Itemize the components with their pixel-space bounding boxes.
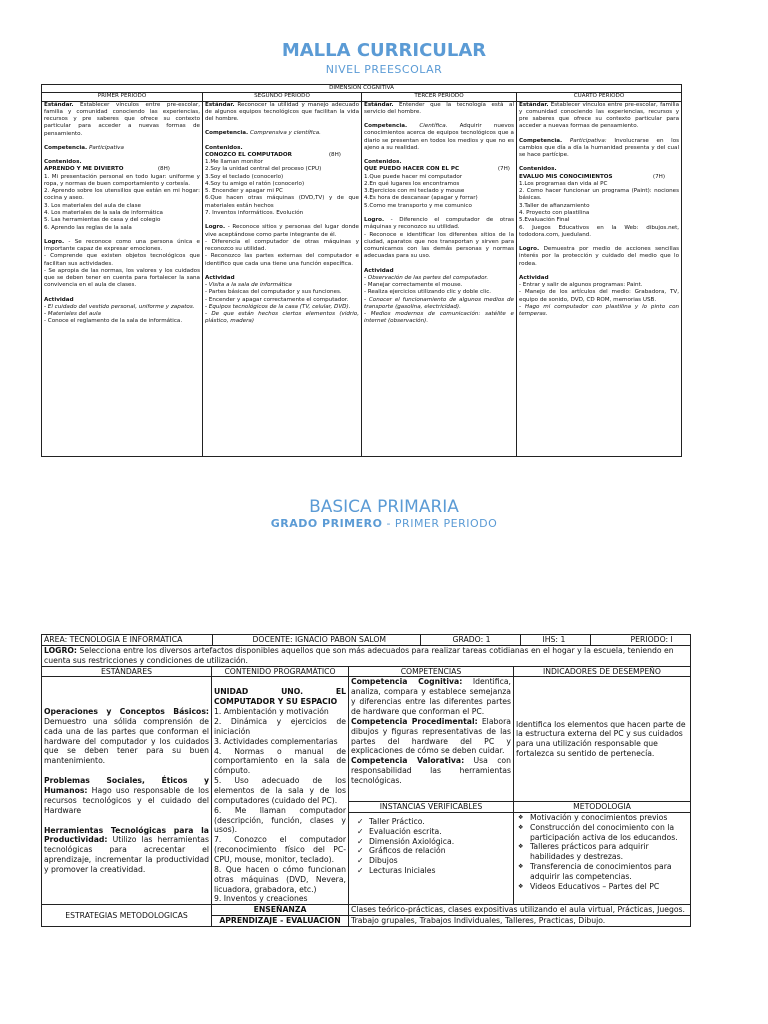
list-item: ❖ Videos Educativos – Partes del PC: [528, 882, 688, 892]
ensenanza-label: ENSEÑANZA: [212, 905, 349, 916]
header-contenido: CONTENIDO PROGRAMÁTICO: [212, 666, 349, 677]
dimension-header: DIMENSION COGNITIVA: [42, 85, 682, 93]
primaria-table: [41, 634, 691, 927]
header-estandares: ESTÁNDARES: [42, 666, 212, 677]
ensenanza-text: Clases teórico-prácticas, clases expositivas utilizando el aula virtual, Prácticas, Juegos.: [349, 905, 691, 916]
instancias-header: INSTANCIAS VERIFICABLES: [349, 802, 513, 813]
indicadores-cell: Identifica los elementos que hacen parte de la estructura externa del PC y sus cuidados para una utilización responsable que fortalezca su sentido de pertenecía.: [514, 677, 691, 802]
period-4-cell: Estándar. Establecer vínculos entre pre-escolar, familia y comunidad conociendo las experiencias, recursos y pre saberes que ofrece su contexto particular para acceder a nuevas formas de pensamiento. Competencia. Participativa: Involucrarse en los cambios que día a día la humanidad presenta y del cual se hace partícipe. Contenidos. EVALUO MIS CONOCIMIENTOS (7H) 1.Los programas dan vida al PC 2. Como hacer funcionar un programa (Paint): nociones básicas. 3.Taller de afianzamiento 4. Proyecto con plastilina 5.Evaluación Final 6. Juegos Educativos en la Web: dibujos.net, tododora.com, jueduland. Logro. Demuestra por medio de acciones sencillas interés por la protección y cuidado del medio que lo rodea. Actividad - Entrar y salir de algunos programas: Paint. - Manejo de los artículos del medio: Grabadora, TV, equipo de sonido, DVD, CD ROM, memorias USB. - Hago mi computador con plastilina y lo pinto con temperas.: [517, 101, 682, 456]
metodologia-list: [514, 813, 690, 892]
list-item: ✓ Gráficos de relación: [369, 846, 513, 856]
area-label: ÁREA: TECNOLOGIA E INFORMÁTICA: [42, 635, 212, 645]
list-item: ❖ Construcción del conocimiento con la participación activa de los educandos.: [528, 823, 688, 843]
instancias-list: [349, 817, 513, 876]
contenido-cell: UNIDAD UNO. EL COMPUTADOR Y SU ESPACIO 1. Ambientación y motivación 2. Dinámica y ejercicios de iniciación 3. Actividades complementarias 4. Normas o manual de comportamiento en la sala de cómputo. 5. Uso adecuado de los elementos de la sala y de los computadores (cuidado del PC). 6. Me llaman computador (descripción, función, clases y usos). 7. Conozco el computador (reconocimiento físico del PC-CPU, mouse, monitor, teclado). 8. Que hacen o cómo funcionan otras máquinas (DVD, Nevera, licuadora, grabadora, etc.) 9. Inventos y creaciones: [212, 677, 349, 905]
ihs-label: IHS: 1: [520, 635, 590, 645]
section-title: BASICA PRIMARIA: [309, 497, 459, 517]
page-title: MALLA CURRICULAR: [281, 40, 487, 61]
list-item: ✓ Lecturas Iniciales: [369, 866, 513, 876]
logro-row: LOGRO: Selecciona entre los diversos artefactos disponibles aquellos que son más adecuados para realizar tareas cotidianas en el hogar y la escuela, teniendo en cuenta sus restricciones y condiciones de utilización.: [42, 645, 691, 666]
page-subtitle: NIVEL PREESCOLAR: [325, 63, 443, 76]
teacher-label: DOCENTE: IGNACIO PABON SALOM: [212, 635, 420, 645]
list-item: ✓ Dibujos: [369, 856, 513, 866]
period-header-4: CUARTO PERIODO: [517, 93, 682, 101]
period-1-cell: Estándar. Establecer vínculos entre pre-escolar, familia y comunidad conociendo las experiencias, recursos y pre saberes que ofrece su contexto particular para acceder a nuevas formas de pensamiento. Competencia. Participativa Contenidos. APRENDO Y ME DIVIERTO (8H) 1. Mi presentación personal en todo lugar: uniforme y ropa, y normas de buen comportamiento y cortesía. 2. Aprendo sobre los utensilios que están en mi hogar: cocina y aseo. 3. Los materiales del aula de clase 4. Los materiales de la sala de informática 5. Las herramientas de casa y del colegio 6. Aprendo las reglas de la sala Logro. - Se reconoce como una persona única e importante capaz de expresar emociones. - Comprende que existen objetos tecnológicos que facilitan sus actividades. - Se apropia de las normas, los valores y los cuidados que se deben tener en cuenta para fortalecer la sana convivencia en el aula de clases. Actividad - El cuidado del vestido personal, uniforme y zapatos. - Materiales del aula - Conoce el reglamento de la sala de informática.: [42, 101, 203, 456]
period-2-cell: Estándar. Reconocer la utilidad y manejo adecuado de algunos equipos tecnológicos que facilitan la vida del hombre. Competencia. Comprensiva y científica. Contenidos. CONOZCO EL COMPUTADOR (8H) 1.Me llaman monitor 2.Soy la unidad central del proceso (CPU) 3.Soy el teclado (conocerlo) 4.Soy tu amigo el ratón (conocerlo) 5. Encender y apagar mi PC 6.Que hacen otras máquinas (DVD,TV) y de que materiales están hechos 7. Inventos informáticos. Evolución Logro. - Reconoce sitios y personas del lugar donde vive aceptándose como parte integrante de él. - Diferencia el computador de otras máquinas y reconozco su utilidad. - Reconozco las partes externas del computador e identifico que cada una tiene una función específica. Actividad - Visita a la sala de informática - Partes básicas del computador y sus funciones. - Encender y apagar correctamente el computador. - Equipos tecnológicos de la casa (TV, celular, DVD). - De que están hechos ciertos elementos (vidrio, plástico, madera): [203, 101, 362, 456]
metodologia-cell: [514, 802, 691, 905]
section-subtitle: GRADO PRIMERO - PRIMER PERIODO: [270, 517, 498, 530]
list-item: ✓ Evaluación escrita.: [369, 827, 513, 837]
aprendizaje-text: Trabajo grupales, Trabajos Individuales, Talleres, Practicas, Dibujo.: [349, 916, 691, 927]
header-competencias: COMPETENCIAS: [349, 666, 514, 677]
estrategias-label: ESTRATEGIAS METODOLOGICAS: [42, 905, 212, 927]
estandares-cell: Operaciones y Conceptos Básicos: Demuestro una sólida comprensión de cada una de las partes que conforman el hardware del computador y los cuidados que se deben tener para su buen mantenimiento. Problemas Sociales, Éticos y Humanos: Hago uso responsable de los recursos tecnológicos y el cuidado del Hardware Herramientas Tecnológicas para la Productividad: Utilizo las herramientas tecnológicas para acrecentar el aprendizaje, incrementar la productividad y promover la creatividad.: [42, 677, 212, 905]
list-item: ❖ Motivación y conocimientos previos: [528, 813, 688, 823]
instancias-cell: [349, 802, 514, 905]
competencias-cell: Competencia Cognitiva: Identifica, analiza, compara y establece semejanza y diferencias entre las diferentes partes de hardware que conforman el PC. Competencia Procedimental: Elabora dibujos y figuras representativas de las partes del hardware del PC y explicaciones de cómo se deben cuidar. Competencia Valorativa: Usa con responsabilidad las herramientas tecnológicas.: [349, 677, 514, 802]
period-header-2: SEGUNDO PERIODO: [203, 93, 362, 101]
aprendizaje-label: APRENDIZAJE - EVALUACION: [212, 916, 349, 927]
period-label: PERIODO: I: [630, 635, 673, 644]
list-item: ❖ Talleres prácticos para adquirir habilidades y destrezas.: [528, 842, 688, 862]
info-row: [42, 635, 691, 646]
header-indicadores: INDICADORES DE DESEMPEÑO: [514, 666, 691, 677]
list-item: ❖ Transferencia de conocimientos para adquirir las competencias.: [528, 862, 688, 882]
list-item: ✓ Dimensión Axiológica.: [369, 837, 513, 847]
period-header-1: PRIMER PERIODO: [42, 93, 203, 101]
period-3-cell: Estándar. Entender que la tecnología está al servicio del hombre. Competencia. Científica. Adquirir nuevos conocimientos acerca de equipos tecnológicos que a diario se presentan en todos los medios y que no es ajeno a su realidad. Contenidos. QUE PUEDO HACER CON EL PC (7H) 1.Que puede hacer mi computador 2.En qué lugares los encontramos 3.Ejercicios con mi teclado y mouse 4.Es hora de descansar (apagar y forrar) 5.Como me transporto y me comunico Logro. - Diferencio el computador de otras máquinas y reconozco su utilidad. - Reconoce e identificar los diferentes sitios de la ciudad, aparatos que nos transportan y sirven para comunicarnos con las demás personas y normas adecuadas para su uso. Actividad - Observación de las partes del computador. - Manejar correctamente el mouse. - Realiza ejercicios utilizando clic y doble clic. - Conocer el funcionamiento de algunos medios de transporte (gasolina, electricidad). - Medios modernos de comunicación: satélite e internet (observación).: [362, 101, 517, 456]
grade-label: GRADO: 1: [420, 635, 520, 645]
preescolar-table: [41, 84, 682, 457]
period-header-3: TERCER PERIODO: [362, 93, 517, 101]
metodologia-header: METODOLOGIA: [514, 802, 690, 813]
list-item: ✓ Taller Práctico.: [369, 817, 513, 827]
